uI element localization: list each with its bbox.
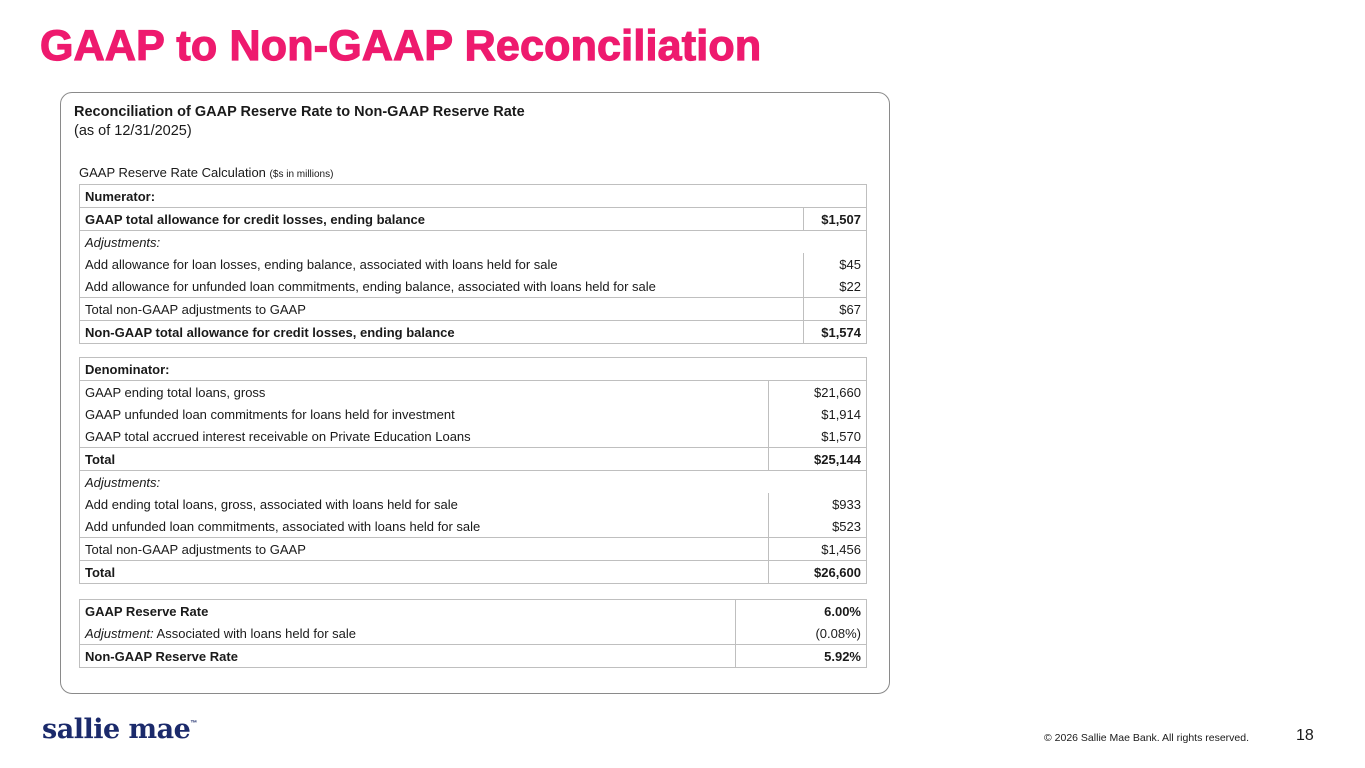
row-value: $1,456: [768, 538, 866, 561]
slide-title: GAAP to Non-GAAP Reconciliation: [40, 22, 762, 70]
row-label: Add allowance for unfunded loan commitments, ending balance, associated with loans held for sale: [80, 275, 804, 298]
calc-label: [79, 165, 333, 180]
table-row: [80, 403, 867, 425]
card-title: Reconciliation of GAAP Reserve Rate to Non-GAAP Reserve Rate: [74, 104, 525, 120]
table-row: [80, 600, 867, 623]
row-label: GAAP unfunded loan commitments for loans held for investment: [80, 403, 769, 425]
row-value: 6.00%: [735, 600, 866, 623]
table-row: [80, 425, 867, 448]
row-value: $1,574: [803, 321, 866, 344]
calc-units: ($s in millions): [269, 169, 334, 180]
row-label: GAAP total allowance for credit losses, ending balance: [80, 208, 804, 231]
row-label: Total non-GAAP adjustments to GAAP: [80, 298, 804, 321]
table-row: [80, 561, 867, 584]
adjustment-text: Associated with loans held for sale: [153, 625, 356, 641]
row-value: $22: [803, 275, 866, 298]
table-row: [80, 185, 867, 208]
table-row: [80, 358, 867, 381]
rates-table: [79, 599, 867, 668]
table-row: [80, 253, 867, 275]
row-value: (0.08%): [735, 622, 866, 645]
row-value: $21,660: [768, 381, 866, 404]
row-label: GAAP ending total loans, gross: [80, 381, 769, 404]
table-row: [80, 471, 867, 494]
adjustments-label: Adjustments:: [80, 231, 867, 254]
row-value: $1,570: [768, 425, 866, 448]
row-label: Add allowance for loan losses, ending balance, associated with loans held for sale: [80, 253, 804, 275]
table-row: [80, 321, 867, 344]
row-value: $26,600: [768, 561, 866, 584]
adjustment-prefix: Adjustment:: [85, 625, 154, 641]
copyright: © 2026 Sallie Mae Bank. All rights reserved.: [1044, 732, 1250, 744]
denominator-table: [79, 357, 867, 584]
numerator-header: Numerator:: [80, 185, 867, 208]
row-value: $67: [803, 298, 866, 321]
page-number: 18: [1296, 727, 1314, 744]
logo-text: sallie mae: [42, 714, 191, 745]
table-row: [80, 275, 867, 298]
row-label: Total non-GAAP adjustments to GAAP: [80, 538, 769, 561]
row-label: GAAP total accrued interest receivable on Private Education Loans: [80, 425, 769, 448]
row-value: $1,507: [803, 208, 866, 231]
row-label: GAAP Reserve Rate: [80, 600, 736, 623]
row-value: $523: [768, 515, 866, 538]
table-row: [80, 515, 867, 538]
adjustments-label: Adjustments:: [80, 471, 867, 494]
denominator-header: Denominator:: [80, 358, 867, 381]
table-row: [80, 622, 867, 645]
row-value: 5.92%: [735, 645, 866, 668]
row-label: Non-GAAP total allowance for credit losses, ending balance: [80, 321, 804, 344]
row-label: [80, 622, 736, 645]
numerator-table: [79, 184, 867, 344]
row-label: Total: [80, 448, 769, 471]
row-value: $45: [803, 253, 866, 275]
row-value: $25,144: [768, 448, 866, 471]
sallie-mae-logo: [42, 714, 197, 745]
table-row: [80, 298, 867, 321]
table-row: [80, 231, 867, 254]
table-row: [80, 448, 867, 471]
table-row: [80, 538, 867, 561]
table-row: [80, 645, 867, 668]
card-subtitle: (as of 12/31/2025): [74, 123, 192, 139]
table-row: [80, 493, 867, 515]
row-label: Add ending total loans, gross, associated with loans held for sale: [80, 493, 769, 515]
table-row: [80, 381, 867, 404]
logo-tm: ™: [190, 720, 197, 727]
row-value: $933: [768, 493, 866, 515]
row-label: Add unfunded loan commitments, associated with loans held for sale: [80, 515, 769, 538]
table-row: [80, 208, 867, 231]
calc-label-text: GAAP Reserve Rate Calculation: [79, 165, 266, 180]
row-label: Non-GAAP Reserve Rate: [80, 645, 736, 668]
row-value: $1,914: [768, 403, 866, 425]
row-label: Total: [80, 561, 769, 584]
